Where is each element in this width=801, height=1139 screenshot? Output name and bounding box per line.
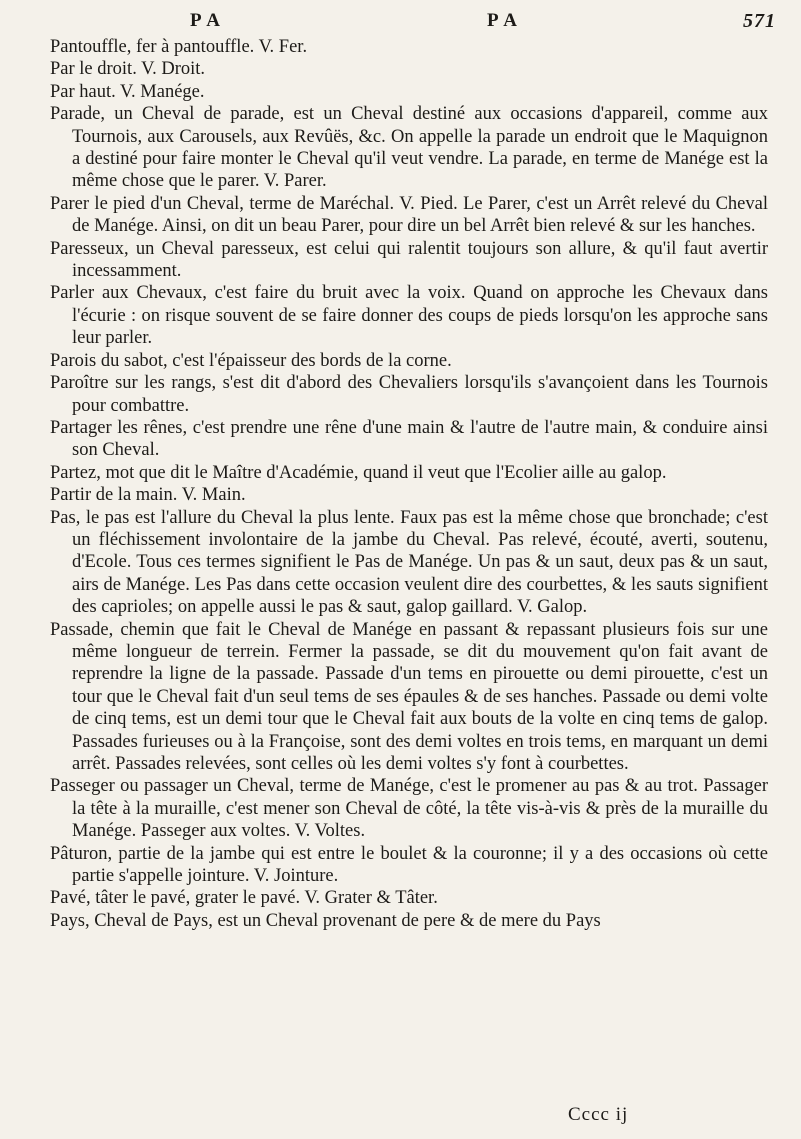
entry-par-le-droit: Par le droit. V. Droit. [50,59,206,80]
signature-mark: Cccc ij [568,1104,629,1125]
entry-partager-les-renes: Partager les rênes, c'est prendre une rêne d'une main & l'autre de l'autre main, & conduire ainsi son Cheval. [50,417,768,461]
entry-paturon: Pâturon, partie de la jambe qui est entre le boulet & la couronne; il y a des occasions où cette partie s'appelle jointure. V. Jointure. [50,843,768,887]
entry-parer: Parer le pied d'un Cheval, terme de Maréchal. V. Pied. Le Parer, c'est un Arrêt relevé du Cheval de Manége. Ainsi, on dit un beau Parer, pour dire un bel Arrêt bien relevé & sur les hanches. [50,193,768,237]
entry-partir-de-la-main: Partir de la main. V. Main. [50,485,246,506]
entry-passade: Passade, chemin que fait le Cheval de Manége en passant & repassant plusieurs fois sur une même longueur de terrein. Fermer la passade, se dit du mouvement qu'on fait avant de reprendre la ligne de la passade. Passade d'un tems en pirouette ou demi pirouette, c'est un tour que le Cheval fait d'un seul tems de ses épaules & de ses hanches. Passade ou demi volte de cinq tems, est un demi tour que le Cheval fait aux bouts de la volte en cinq tems de galop. Passades furieuses ou à la Françoise, sont des demi voltes en trois tems, en marquant un demi arrêt. Passades relevées, sont celles où les demi voltes s'y font à courbettes. [50,619,768,774]
entry-paroitre-sur-les-rangs: Paroître sur les rangs, s'est dit d'abord des Chevaliers lorsqu'ils s'avançoient dans les Tournois pour combattre. [50,373,768,416]
entry-par-haut: Par haut. V. Manége. [50,81,205,102]
entry-pays: Pays, Cheval de Pays, est un Cheval provenant de pere & de mere du Pays [50,910,601,931]
running-head-right: P A [487,10,518,31]
entry-parade: Parade, un Cheval de parade, est un Cheval destiné aux occasions d'appareil, comme aux Tournois, aux Carousels, aux Revûës, &c. On appelle la parade un endroit que le Maquignon a destiné pour faire monter le Cheval qu'il veut vendre. La parade, en terme de Manége est la même chose que le parer. V. Parer. [50,104,768,192]
entry-paresseux: Paresseux, un Cheval paresseux, est celui qui ralentit toujours son allure, & qu'il faut avertir incessamment. [50,238,768,282]
entry-passeger: Passeger ou passager un Cheval, terme de Manége, c'est le promener au pas & au trot. Passager la tête à la muraille, c'est mener son Cheval de côté, la tête vis-à-vis & près de la muraille du Manége. Passeger aux voltes. V. Voltes. [50,776,768,842]
entry-parois-du-sabot: Parois du sabot, c'est l'épaisseur des bords de la corne. [50,350,452,371]
running-head-left: P A [190,10,221,31]
entries-column [50,36,768,932]
entry-pave: Pavé, tâter le pavé, grater le pavé. V. Grater & Tâter. [50,888,438,909]
entry-pas: Pas, le pas est l'allure du Cheval la plus lente. Faux pas est la même chose que bronchade; c'est un fléchissement involontaire de la jambe du Cheval. Pas relevé, écouté, averti, soutenu, d'Ecole. Tous ces termes signifient le Pas de Manége. Un pas & un saut, deux pas & un saut, airs de Manége. Les Pas dans cette occasion veulent dire des courbettes, & les sauts signifient des caprioles; on appelle aussi le pas & saut, galop gaillard. V. Galop. [50,507,768,618]
page-number: 571 [743,10,776,32]
entry-pantouffle: Pantouffle, fer à pantouffle. V. Fer. [50,37,308,57]
entry-partez: Partez, mot que dit le Maître d'Académie, quand il veut que l'Ecolier aille au galop. [50,462,667,483]
entry-parler-aux-chevaux: Parler aux Chevaux, c'est faire du bruit avec la voix. Quand on approche les Chevaux dans l'écurie : on risque souvent de se faire donner des coups de pieds lorsqu'on les approche sans leur parler. [50,283,768,349]
